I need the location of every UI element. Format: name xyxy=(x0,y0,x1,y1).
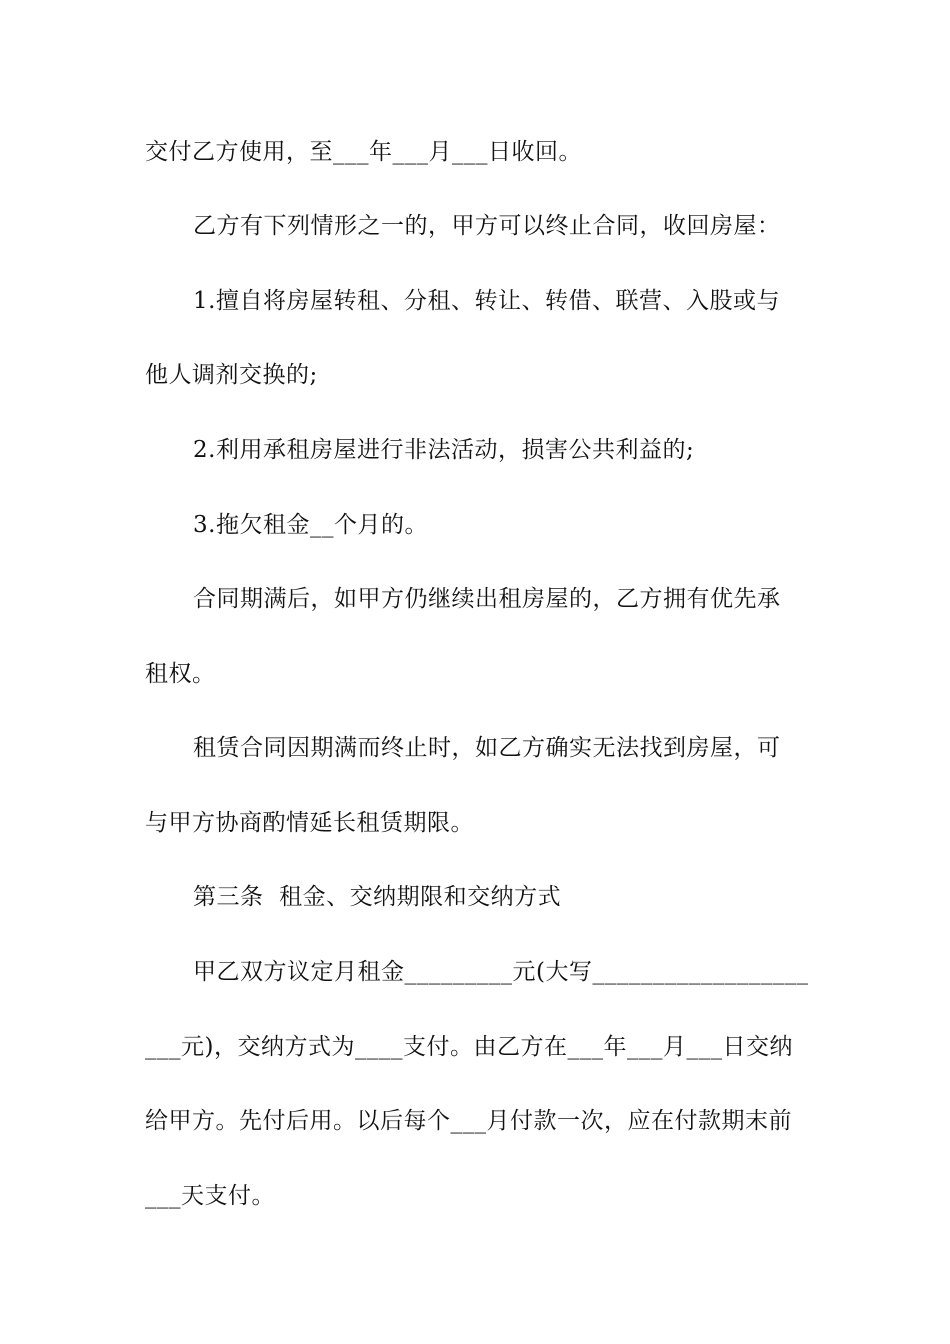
text-line: 与甲方协商酌情延长租赁期限。 xyxy=(145,810,474,836)
text-line: 乙方有下列情形之一的，甲方可以终止合同，收回房屋： xyxy=(193,213,781,239)
text-line: ___元)，交纳方式为____支付。由乙方在___年___月___日交纳 xyxy=(145,1034,793,1060)
text-line: 租赁合同因期满而终止时，如乙方确实无法找到房屋，可 xyxy=(193,735,781,761)
text-line: 3.拖欠租金__个月的。 xyxy=(193,512,428,538)
text-line: 甲乙双方议定月租金_________元(大写__________________ xyxy=(193,959,809,985)
text-line: 交付乙方使用，至___年___月___日收回。 xyxy=(145,139,582,165)
text-line: ___天支付。 xyxy=(145,1183,275,1209)
section-heading: 第三条 租金、交纳期限和交纳方式 xyxy=(193,884,562,910)
text-line: 租权。 xyxy=(145,661,216,687)
text-line: 1.擅自将房屋转租、分租、转让、转借、联营、入股或与 xyxy=(193,288,780,314)
text-line: 合同期满后，如甲方仍继续出租房屋的，乙方拥有优先承 xyxy=(193,586,781,612)
text-line: 给甲方。先付后用。以后每个___月付款一次，应在付款期末前 xyxy=(145,1108,792,1134)
text-line: 他人调剂交换的; xyxy=(145,362,318,388)
text-line: 2.利用承租房屋进行非法活动，损害公共利益的; xyxy=(193,437,695,463)
